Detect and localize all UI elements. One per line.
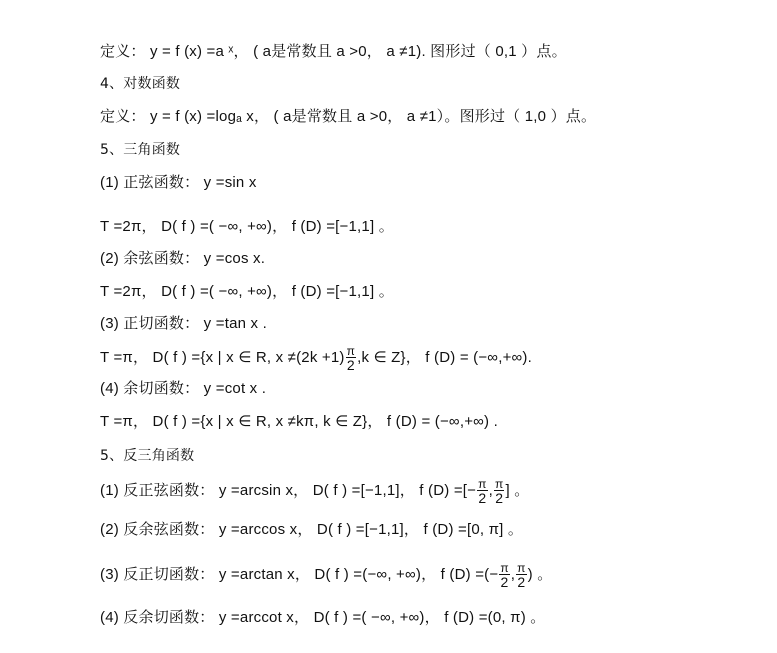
pi-over-2-fraction [494,478,504,504]
arcsin-post: ] 。 [505,481,530,499]
fraction-numerator: π [494,477,504,491]
arcsin-separator: , [488,481,493,499]
tangent-properties-pre: T =π， D( f ) ={x | x ∈ R, x ≠(2k +1) [100,348,345,366]
cotangent-properties: T =π， D( f ) ={x | x ∈ R, x ≠kπ, k ∈ Z}， f (D) = (−∞,+∞) . [100,413,498,430]
fraction-denominator: 2 [495,490,504,506]
fraction-numerator: π [500,561,509,575]
arctan-function [100,562,552,588]
arcsin-function [100,478,529,504]
tangent-function: (3) 正切函数： y =tan x . [100,315,267,332]
section-heading-trig: 5、三角函数 [100,142,181,158]
tangent-properties-post: ,k ∈ Z}， f (D) = (−∞,+∞). [357,348,532,366]
fraction-numerator: π [517,561,526,575]
sine-properties: T =2π， D( f ) =( −∞, +∞)， f (D) =[−1,1] 。 [100,218,394,235]
fraction-denominator: 2 [346,357,355,373]
pi-over-2-fraction [499,562,509,588]
pi-over-2-fraction [346,345,356,371]
pi-over-2-fraction [516,562,526,588]
cosine-properties: T =2π， D( f ) =( −∞, +∞)， f (D) =[−1,1] 。 [100,283,394,300]
fraction-denominator: 2 [500,574,509,590]
fraction-numerator: π [478,477,487,491]
arccos-function: (2) 反余弦函数： y =arccos x， D( f ) =[−1,1]， f (D) =[0, π] 。 [100,521,524,538]
cosine-function: (2) 余弦函数： y =cos x. [100,250,266,267]
pi-over-2-fraction [477,478,487,504]
fraction-numerator: π [346,344,356,358]
cotangent-function: (4) 余切函数： y =cot x . [100,380,267,397]
arctan-post: ) 。 [527,565,553,583]
sine-function: (1) 正弦函数： y =sin x [100,174,257,191]
log-function-definition: 定义： y = f (x) =logₐ x， ( a是常数且 a >0， a ≠1）。图形过（ 1,0 ）点。 [100,108,597,125]
section-heading-log: 4、对数函数 [100,76,181,92]
arccot-function: (4) 反余切函数： y =arccot x， D( f ) =( −∞, +∞)， f (D) =(0, π) 。 [100,609,546,626]
exp-function-definition: 定义： y = f (x) =a ˣ， ( a是常数且 a >0， a ≠1). 图形过（ 0,1 ）点。 [100,43,567,60]
fraction-denominator: 2 [478,490,487,506]
arctan-separator: , [510,565,516,583]
section-heading-inverse-trig: 5、反三角函数 [100,448,195,464]
arctan-pre: (3) 反正切函数： y =arctan x， D( f ) =(−∞, +∞)， f (D) =(− [100,565,499,583]
fraction-denominator: 2 [517,574,526,590]
tangent-properties [100,345,532,371]
arcsin-pre: (1) 反正弦函数： y =arcsin x， D( f ) =[−1,1]， f (D) =[− [100,481,477,499]
